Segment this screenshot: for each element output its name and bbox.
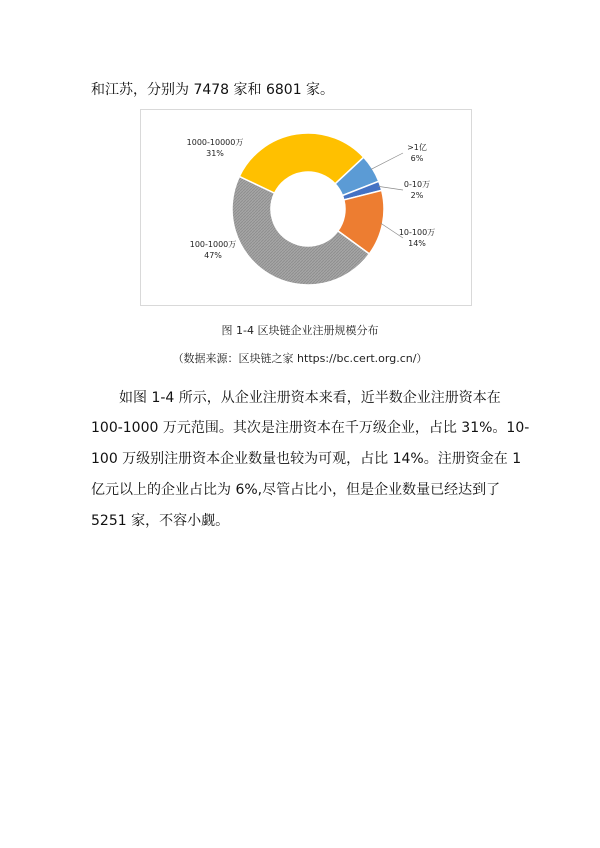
slice-value-label-2: 14%	[408, 239, 426, 248]
paragraph-line-3: 100 万级别注册资本企业数量也较为可观，占比 14%。注册资金在 1	[91, 451, 522, 467]
slice-value-label-1: 2%	[410, 191, 424, 200]
figure-caption: 图 1-4 区块链企业注册规模分布	[221, 324, 379, 337]
paragraph-line-4: 亿元以上的企业占比为 6%,尽管占比小，但是企业数量已经达到了	[91, 482, 501, 498]
leader-line-0	[371, 153, 403, 170]
slice-value-label-0: 6%	[410, 154, 424, 163]
paragraph-line-1: 如图 1-4 所示，从企业注册资本来看，近半数企业注册资本在	[119, 390, 501, 406]
paragraph-line-2: 100-1000 万元范围。其次是注册资本在千万级企业，占比 31%。10-	[91, 420, 530, 436]
donut-chart	[140, 109, 472, 306]
paragraph-line-5: 5251 家，不容小觑。	[91, 513, 230, 529]
slice-label-2: 10-100万	[398, 228, 436, 237]
slice-label-4: 1000-10000万	[186, 138, 244, 147]
slice-label-3: 100-1000万	[189, 240, 237, 249]
slice-value-label-3: 47%	[204, 251, 222, 260]
slice-value-label-4: 31%	[206, 149, 224, 158]
paragraph-top-line: 和江苏，分别为 7478 家和 6801 家。	[91, 82, 335, 98]
figure-source: （数据来源：区块链之家 https://bc.cert.org.cn/）	[172, 352, 428, 365]
slice-label-0: >1亿	[407, 143, 427, 152]
slice-label-1: 0-10万	[403, 180, 431, 189]
donut-chart-svg	[141, 110, 471, 305]
